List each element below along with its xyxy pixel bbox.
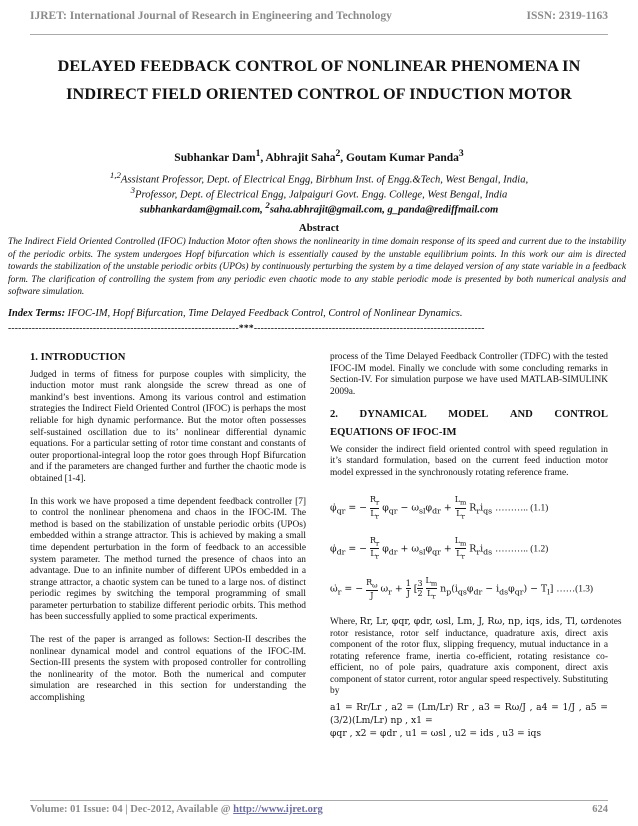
header-rule — [30, 34, 608, 35]
author-1: Subhankar Dam — [174, 151, 256, 164]
abstract-heading: Abstract — [298, 222, 340, 234]
author-3-sup: 3 — [458, 148, 464, 159]
denotes-word: denotes — [592, 616, 622, 627]
equation-1-2: $\varphi̇_{dr}$ = − $R_r$ $L_r$ $\varphi_{dr} + \omega_{sl}\varphi_{qr} + L_m$ $L_r$ $R_ri_{ds}$ ……….. (1.2) — [330, 535, 549, 561]
title-line-2: INDIRECT FIELD ORIENTED CONTROL OF INDUCTION MOTOR — [66, 85, 572, 103]
equation-1-3-label: ……(1.3) — [556, 584, 594, 595]
journal-link[interactable]: http://www.ijret.org — [233, 804, 323, 815]
running-header — [30, 10, 608, 22]
intro-paragraph-1: Judged in terms of fitness for purpose couples with simplicity, the induction motor must rank alongside the screw thread as one of mankind’s best inventions. Among its various control and estimation strategies the Indirect Field Oriented Control (IFOC) is perhaps the most reliable for high dynamic performance. But the motor often possesses self-sustained oscillation due to its’ nonlinear differential dynamic equations. For a particular setting of rotor time constant and constants of outer proportional-integral loop the rotor goes through Hopf Bifurcation and if the parameters are changed further and further the chaotic mode is obtained [1-4]. — [30, 369, 306, 484]
affiliation-2-text: Professor, Dept. of Electrical Engg, Jalpaiguri Govt. Engg. College, West Bengal, India — [135, 189, 508, 201]
model-paragraph: We consider the indirect field oriented control with speed regulation in it’s standard formulation, based on the current feed induction motor model expressed in the synchronously rotating reference frame. — [330, 444, 608, 478]
intro-paragraph-2: In this work we have proposed a time dependent feedback controller [7] to control the nonlinear phenomena and chaos in the IFOC-IM. The method is based on the stabilization of unstable periodic orbits (UPOs) embedded within a strange attractor. This is achieved by making a small time dependent perturbation in the form of feedback to an accessible system parameter. The method turned the presence of chaos into an advantage. Due to an infinite number of different UPOs embedded in a strange attractor, a chaotic system can be tuned to a large nos. of distinct periodic regimes by switching the temporal programming of small parameter perturbation to stabilize different periodic orbits. This method has been successfully applied to some practical experiments. — [30, 496, 306, 623]
email-2-3: saha.abhrajit@gmail.com, g_panda@rediffmail.com — [269, 204, 499, 216]
affiliation-2-sup: 3 — [130, 185, 136, 195]
author-2: , Abhrajit Saha — [260, 151, 336, 164]
where-line — [330, 615, 622, 629]
where-symbols: Rr, Lr, φqr, φdr, ωsl, Lm, J, Rω, np, iqs, ids, Tl, ωr — [359, 615, 593, 627]
running-footer — [30, 804, 608, 815]
author-1-sup: 1 — [255, 148, 261, 159]
right-column — [330, 352, 622, 740]
index-terms-label: Index Terms: — [8, 308, 66, 319]
equation-1-1: $\varphi̇_{qr}$ = − $R_r$ $L_r$ $\varphi_{qr} - \omega_{sl}\varphi_{dr} + L_m$ $L_r$ $R_ri_{qs}$ ……….. (1.1) — [330, 495, 549, 521]
index-terms — [8, 308, 626, 319]
left-column — [30, 352, 306, 716]
email-sup: 2 — [265, 200, 270, 210]
substitution-line-1: a1 = Rr/Lr , a2 = (Lm/Lr) Rr , a3 = Rω/J , a4 = 1/J , a5 = (3/2)(Lm/Lr) np , x1 = — [330, 702, 608, 727]
section-2-word-3: AND — [509, 409, 533, 421]
equation-1-3: $\omegȧ_r$ = − $R_\omega$ J $\omega_r + 1$ J [3 2 $L_m$ $L_r$ $n_p(i_{qs}\varphi_{dr} - i_{ds}\varphi_{qr}) - T_l$] ……(1.3) — [330, 575, 594, 601]
author-3: , Goutam Kumar Panda — [340, 151, 459, 164]
index-terms-text: IFOC-IM, Hopf Bifurcation, Time Delayed Feedback Control, Control of Nonlinear Dynamics. — [65, 308, 463, 319]
section-2-number: 2. — [330, 409, 338, 421]
footer-volume-text: Volume: 01 Issue: 04 | Dec-2012, Available @ — [30, 804, 234, 815]
equation-1-1-label: ……….. (1.1) — [495, 503, 549, 514]
abstract-body: The Indirect Field Oriented Controlled (IFOC) Induction Motor often shows the nonlinearity in time domain response of its speed and current due to the instability of the periodic orbits. The system undergoes Hopf bifurcation which is essentially caused by the unstable equilibrium points. In this work our aim is directed towards the stabilization of the unstable periodic orbits (UPOs) by continuously perturbing the system by a time delayed version of any state variable in a feedback form. The clarification of controlling the system from any periodic even chaotic mode to any stable periodic mode is presented by both numerical analysis and software simulation. — [8, 237, 626, 298]
issn: ISSN: 2319-1163 — [526, 10, 608, 22]
section-2-word-2: MODEL — [448, 409, 489, 421]
intro-continuation: process of the Time Delayed Feedback Controller (TDFC) with the tested IFOC-IM model. Finally we conclude with some concluding remarks in Section-IV. For simulation purpose we have used MATLAB-SIMULINK 2009a. — [330, 352, 608, 397]
affiliation-1-sup: 1,2 — [109, 170, 121, 180]
section-2-heading — [330, 409, 608, 421]
definitions-paragraph: rotor resistance, rotor self inductance, quadrature axis, direct axis component of the rotor flux, slipping frequency, mutual inductance in a rotating reference frame, inertia co-efficient, rotating resistance co-efficient, no of pole pairs, quadrature axis component, direct axis component of stator current, rotor angular speed respectively. Substituting by — [330, 628, 608, 697]
author-2-sup: 2 — [335, 148, 341, 159]
footer-volume — [30, 804, 323, 815]
section-2-word-1: DYNAMICAL — [359, 409, 427, 421]
affiliation-1-text: Assistant Professor, Dept. of Electrical Engg, Birbhum Inst. of Engg.&Tech, West Bengal, India, — [120, 174, 529, 186]
section-1-heading: 1. INTRODUCTION — [30, 352, 126, 363]
paper-title — [30, 52, 608, 108]
where-word: Where, — [330, 616, 360, 627]
section-separator: --------------------------------------------------------------------***-------------------------------------------------------------------- — [8, 323, 485, 334]
page-number: 624 — [592, 804, 608, 815]
author-emails — [0, 200, 638, 216]
author-list — [0, 148, 638, 164]
substitution-line-2: φqr , x2 = φdr , u1 = ωsl , u2 = ids , u3 = iqs — [330, 728, 542, 740]
journal-name: IJRET: International Journal of Research in Engineering and Technology — [30, 10, 392, 22]
email-1: subhankardam@gmail.com, — [139, 204, 266, 216]
equation-1-2-label: ……….. (1.2) — [495, 544, 549, 555]
affiliation-1 — [0, 170, 638, 186]
title-line-1: DELAYED FEEDBACK CONTROL OF NONLINEAR PHENOMENA IN — [57, 57, 581, 75]
section-2-heading-line-2: EQUATIONS OF IFOC-IM — [330, 426, 457, 438]
affiliation-2 — [0, 185, 638, 201]
footer-rule — [30, 800, 608, 801]
section-2-word-4: CONTROL — [554, 409, 608, 421]
intro-paragraph-3: The rest of the paper is arranged as follows: Section-II describes the nonlinear dynamical model and control equations of the IFOC-IM. Section-III presents the system with proposed controller for controlling the nonlinearity of the motor. Both the numerical and computer simulation are researched in this section for understanding the accomplishing — [30, 635, 306, 704]
